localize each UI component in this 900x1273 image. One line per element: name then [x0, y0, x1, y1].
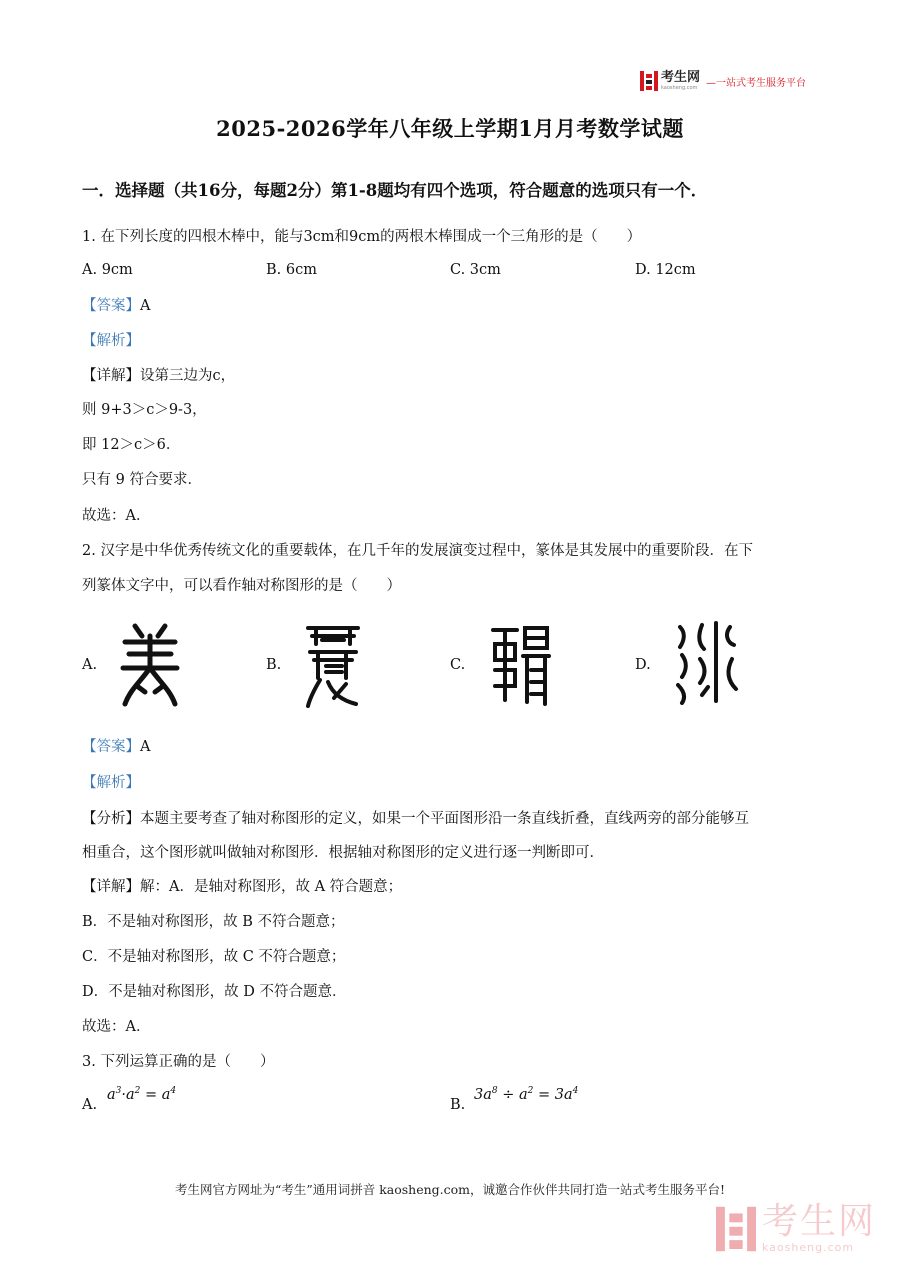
- q2-option-d-label: D.: [635, 657, 651, 673]
- q2-detail-line: D．不是轴对称图形，故 D 不符合题意．: [82, 984, 347, 1000]
- q2-stem-line2: 列篆体文字中，可以看作轴对称图形的是（ ）: [82, 578, 401, 594]
- q2-option-a-label: A.: [82, 657, 98, 673]
- q3-option-a-formula: $a^3\cdot a^2 = a^4$: [107, 1086, 177, 1103]
- q1-option-c: C. 3cm: [450, 262, 501, 278]
- q2-analysis-tag: 【解析】: [82, 775, 140, 791]
- q2-detail: 【详解】解：A．是轴对称图形，故 A 符合题意；: [82, 879, 403, 895]
- q2-stem-line1: 2. 汉字是中华优秀传统文化的重要载体，在几千年的发展演变过程中，篆体是其发展中的重要阶段．在下: [82, 543, 753, 559]
- seal-character-b-image: [298, 620, 368, 710]
- q1-answer: 【答案】A: [82, 298, 151, 314]
- kaosheng-watermark-icon: [716, 1206, 756, 1252]
- watermark-name: 考生网: [762, 1201, 877, 1242]
- q1-detail-line: 则 9+3＞c＞9-3，: [82, 402, 207, 418]
- kaosheng-logo-icon: [640, 71, 658, 91]
- q3-option-b-label: B.: [450, 1097, 466, 1113]
- q1-detail: 【详解】设第三边为c，: [82, 368, 236, 384]
- section-heading: 一．选择题（共16分，每题2分）第1-8题均有四个选项，符合题意的选项只有一个．: [82, 181, 708, 200]
- seal-character-c-image: [485, 620, 555, 710]
- logo-slogan: —一站式考生服务平台: [706, 77, 807, 89]
- seal-character-d-image: [672, 615, 742, 705]
- q1-option-d: D. 12cm: [635, 262, 696, 278]
- seal-character-a-image: [115, 620, 185, 710]
- q2-conclusion: 故选：A．: [82, 1019, 151, 1035]
- q2-detail-line: C．不是轴对称图形，故 C 不符合题意；: [82, 949, 346, 965]
- q2-detail-line: B．不是轴对称图形，故 B 不符合题意；: [82, 914, 345, 930]
- page-title: 2025-2026学年八年级上学期1月月考数学试题: [216, 116, 684, 141]
- header-logo: [640, 71, 806, 91]
- q2-option-b-label: B.: [266, 657, 282, 673]
- q1-conclusion: 故选：A．: [82, 508, 151, 524]
- page-footer: 考生网官方网址为“考生”通用词拼音 kaosheng.com，诚邀合作伙伴共同打造一站式考生服务平台!: [174, 1182, 726, 1197]
- q2-option-c-label: C.: [450, 657, 466, 673]
- logo-domain: kaosheng.com: [661, 85, 698, 91]
- q2-answer: 【答案】A: [82, 739, 151, 755]
- q1-detail-line: 即 12＞c＞6．: [82, 437, 181, 453]
- q2-fenxi: 【分析】本题主要考查了轴对称图形的定义，如果一个平面图形沿一条直线折叠，直线两旁的部分能够互: [82, 811, 749, 827]
- q3-option-a-label: A.: [82, 1097, 98, 1113]
- q1-stem: 1. 在下列长度的四根木棒中，能与3cm和9cm的两根木棒围成一个三角形的是（ ）: [82, 229, 642, 245]
- q1-analysis-tag: 【解析】: [82, 333, 140, 349]
- q1-option-b: B. 6cm: [266, 262, 317, 278]
- logo-name: 考生网: [661, 70, 701, 85]
- q2-fenxi-line2: 相重合，这个图形就叫做轴对称图形．根据轴对称图形的定义进行逐一判断即可．: [82, 845, 604, 861]
- watermark: [716, 1203, 876, 1254]
- q1-option-a: A. 9cm: [82, 262, 133, 278]
- q1-detail-line: 只有 9 符合要求．: [82, 472, 202, 488]
- q3-option-b-formula: $3a^8 \div a^2 = 3a^4$: [474, 1086, 579, 1103]
- watermark-domain: kaosheng.com: [762, 1241, 855, 1254]
- q3-stem: 3. 下列运算正确的是（ ）: [82, 1054, 275, 1070]
